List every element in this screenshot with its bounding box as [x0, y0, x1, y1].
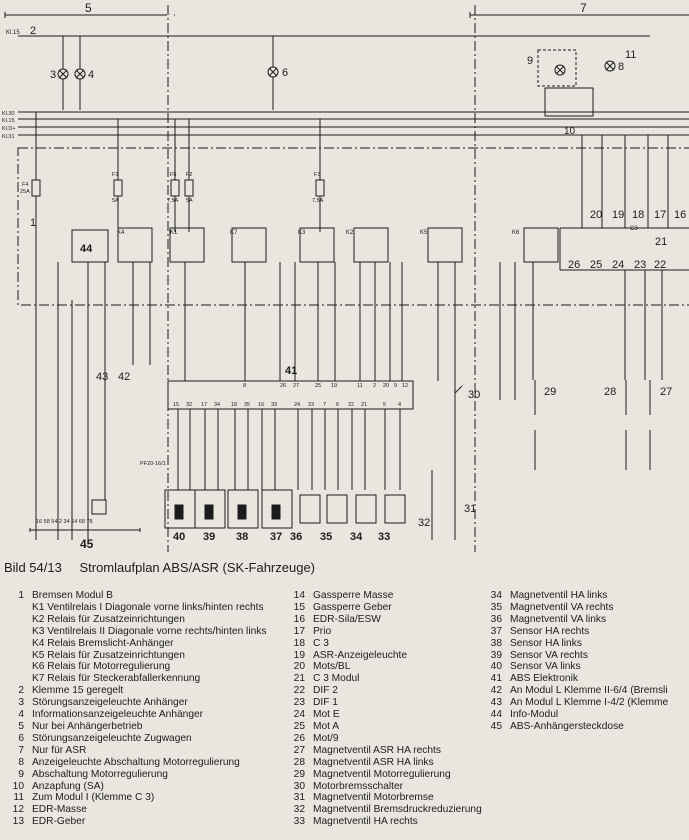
right-module-17: 17	[654, 209, 667, 221]
legend-item: 35 Magnetventil VA rechts	[490, 601, 614, 613]
pin-bot-7: 7	[323, 402, 327, 408]
relay-label-k3: K3	[298, 230, 306, 236]
pin-bot-35: 35	[244, 402, 251, 408]
relay-label-k4: K4	[117, 230, 125, 236]
legend-item: K5 Relais für Zusatzeinrichtungen	[32, 649, 185, 661]
fuse-name-f5: F5	[170, 172, 177, 178]
figure-title: Stromlaufplan ABS/ASR (SK-Fahrzeuge)	[79, 560, 316, 575]
legend-item: 31 Magnetventil Motorbremse	[293, 792, 434, 804]
lamp-label-11: 11	[625, 49, 637, 61]
valve-label-36: 36	[290, 531, 303, 543]
pin-top-25: 25	[315, 383, 322, 389]
legend-item: K1 Ventilrelais I Diagonale vorne links/hinten rechts	[32, 601, 264, 613]
fuse-rating-f3: 7,5A	[312, 198, 324, 204]
legend-item: 10 Anzapfung (SA)	[12, 780, 104, 792]
rail-label-kld: Kl.D+	[2, 126, 16, 132]
lamp-label-6: 6	[282, 67, 289, 79]
pin-bot-16: 16	[258, 402, 265, 408]
plug-pin-numbers: 16 58 54 2 34 64 68 78	[36, 519, 93, 525]
fuse-name-f3: F3	[314, 172, 321, 178]
legend-item: 44 Info-Modul	[490, 709, 559, 721]
legend-item: 18 C 3	[293, 637, 329, 649]
legend-item: 17 Prio	[293, 625, 332, 637]
switch-label-30: 30	[468, 389, 481, 401]
pin-top-8: 8	[243, 383, 247, 389]
fuse-rating-f4: 25A	[20, 189, 30, 195]
pin-bot-18: 18	[231, 402, 238, 408]
figure-id: Bild 54/13	[4, 560, 62, 575]
pin-top-2: 2	[373, 383, 377, 389]
right-module-21: 21	[655, 236, 668, 248]
module-label-1: 1	[30, 217, 37, 229]
legend-item: 11 Zum Modul I (Klemme C 3)	[13, 792, 155, 804]
legend-item: 41 ABS Elektronik	[490, 673, 578, 685]
pin-top-20: 20	[383, 383, 390, 389]
legend-item: 21 C 3 Modul	[293, 673, 360, 685]
legend-column-2	[283, 590, 482, 828]
pin-top-19: 19	[331, 383, 338, 389]
pin-bot-22: 22	[348, 402, 355, 408]
pin-top-11: 11	[357, 383, 363, 389]
legend-item: 24 Mot E	[293, 709, 340, 721]
rail-label-kl31: Kl.31	[2, 134, 15, 140]
connector-41-label: 41	[285, 365, 298, 377]
right-module-24: 24	[612, 259, 625, 271]
sensor-label-37: 37	[270, 531, 283, 543]
valve-label-31: 31	[464, 503, 477, 515]
legend-item: 20 Mots/BL	[293, 661, 351, 673]
legend-item: 1 Bremsen Modul B	[18, 590, 113, 601]
valve-label-33: 33	[378, 531, 391, 543]
valve-label-32: 32	[418, 517, 431, 529]
right-module-25: 25	[590, 259, 603, 271]
plug-label-45: 45	[80, 537, 94, 551]
valve-label-35: 35	[320, 531, 333, 543]
legend-item: 15 Gassperre Geber	[293, 601, 392, 613]
pin-bot-4: 4	[398, 402, 402, 408]
legend-item: 16 EDR-Sila/ESW	[293, 613, 381, 625]
legend-item: 32 Magnetventil Bremsdruckreduzierung	[293, 804, 482, 816]
right-module-c3: C3	[630, 226, 638, 232]
pin-top-9: 9	[394, 383, 398, 389]
legend-item: 25 Mot A	[293, 720, 340, 732]
fuse-name-f2: F2	[186, 172, 193, 178]
rail-label-kl15: Kl.15	[2, 118, 15, 124]
right-module-22: 22	[654, 259, 667, 271]
lamp-label-3: 3	[50, 69, 57, 81]
legend-item: 33 Magnetventil HA rechts	[293, 816, 418, 828]
legend-item: 19 ASR-Anzeigeleuchte	[293, 649, 408, 661]
label-42: 42	[118, 371, 131, 383]
rail-label-kl30: Kl.30	[2, 111, 15, 117]
legend-item: 13 EDR-Geber	[12, 816, 86, 828]
valve-label-29: 29	[544, 386, 557, 398]
legend-item: 5 Nur bei Anhängerbetrieb	[18, 720, 143, 732]
legend-item: 3 Störungsanzeigeleuchte Anhänger	[18, 697, 188, 709]
pf-label: PF20-16/1	[140, 461, 166, 467]
legend-item: 22 DIF 2	[293, 685, 338, 697]
valve-label-34: 34	[350, 531, 363, 543]
legend-item: 23 DIF 1	[293, 697, 338, 709]
legend-item: K6 Relais für Motorregulierung	[32, 661, 171, 673]
legend-item: 9 Abschaltung Motorregulierung	[18, 768, 168, 780]
pin-bot-24: 24	[294, 402, 301, 408]
fuse-name-f4: F4	[22, 182, 29, 188]
section-number-7: 7	[580, 1, 587, 15]
legend-item: 6 Störungsanzeigeleuchte Zugwagen	[18, 732, 192, 744]
legend-item: 26 Mot/9	[293, 732, 339, 744]
pin-bot-17: 17	[201, 402, 208, 408]
pin-bot-15: 15	[173, 402, 180, 408]
legend-item: 43 An Modul L Klemme I-4/2 (Klemme	[490, 697, 669, 709]
legend-item: 12 EDR-Masse	[12, 804, 87, 816]
relay-label-k6: K6	[512, 230, 520, 236]
valve-label-28: 28	[604, 386, 617, 398]
relay-label-k7: K7	[230, 230, 238, 236]
figure-caption	[4, 560, 329, 575]
legend-item: 37 Sensor HA rechts	[490, 625, 590, 637]
legend-item: 39 Sensor VA rechts	[490, 649, 588, 661]
valve-label-27: 27	[660, 386, 673, 398]
pin-bot-32: 32	[186, 402, 193, 408]
pin-bot-34: 34	[214, 402, 221, 408]
pin-top-26: 26	[280, 383, 287, 389]
legend-item: 14 Gassperre Masse	[293, 590, 394, 601]
legend-item: 30 Motorbremsschalter	[293, 780, 404, 792]
relay-label-k5: K5	[420, 230, 428, 236]
pin-bot-5: 5	[383, 402, 387, 408]
relay-label-k2: K2	[346, 230, 354, 236]
legend-item: K4 Relais Bremslicht-Anhänger	[32, 637, 174, 649]
label-43: 43	[96, 371, 109, 383]
lamp-label-8: 8	[618, 61, 625, 73]
pin-top-27: 27	[293, 383, 300, 389]
legend-item: 38 Sensor HA links	[490, 637, 582, 649]
pin-bot-33: 33	[271, 402, 278, 408]
legend-item: 28 Magnetventil ASR HA links	[293, 756, 434, 768]
right-module-20: 20	[590, 209, 603, 221]
klemme-number: 2	[30, 25, 37, 37]
section-number-5: 5	[85, 1, 92, 15]
right-module-18: 18	[632, 209, 645, 221]
legend-item: 27 Magnetventil ASR HA rechts	[293, 744, 441, 756]
fuse-rating-f5: 7,5A	[167, 198, 179, 204]
fuse-rating-f1: 5A	[112, 198, 119, 204]
lamp-label-4: 4	[88, 69, 95, 81]
legend-item: 29 Magnetventil Motorregulierung	[293, 768, 451, 780]
legend-item: 2 Klemme 15 geregelt	[18, 685, 124, 697]
legend-item: 40 Sensor VA links	[490, 661, 581, 673]
legend-item: 42 An Modul L Klemme II-6/4 (Bremsli	[490, 685, 668, 697]
legend-item: 4 Informationsanzeigeleuchte Anhänger	[18, 709, 204, 721]
legend-item: 7 Nur für ASR	[18, 744, 87, 756]
pin-top-12: 12	[402, 383, 409, 389]
legend-item: K7 Relais für Steckerabfallerkennung	[32, 673, 201, 685]
box-label-10: 10	[564, 126, 576, 137]
fuse-name-f1: F1	[112, 172, 119, 178]
pin-bot-6: 6	[336, 402, 340, 408]
legend-item: 8 Anzeigeleuchte Abschaltung Motorregulierung	[18, 756, 240, 768]
legend-item: K3 Ventilrelais II Diagonale vorne rechts/hinten links	[32, 625, 267, 637]
right-module-26: 26	[568, 259, 581, 271]
pin-bot-23: 23	[308, 402, 315, 408]
right-module-23: 23	[634, 259, 647, 271]
legend-column-3	[480, 590, 668, 733]
legend-item: 45 ABS-Anhängersteckdose	[490, 720, 624, 732]
sensor-label-39: 39	[203, 531, 216, 543]
lamp-label-9: 9	[527, 55, 534, 67]
sensor-label-38: 38	[236, 531, 249, 543]
right-module-16: 16	[674, 209, 687, 221]
right-module-19: 19	[612, 209, 625, 221]
relay-label-k1: K1	[170, 230, 178, 236]
info-module-label: 44	[80, 243, 93, 255]
legend-item: K2 Relais für Zusatzeinrichtungen	[32, 613, 185, 625]
klemme-label: Kl.15	[6, 30, 20, 36]
legend-item: 34 Magnetventil HA links	[490, 590, 608, 601]
legend-column-1	[2, 590, 266, 828]
fuse-rating-f2: 5A	[186, 198, 193, 204]
legend-item: 36 Magnetventil VA links	[490, 613, 607, 625]
pin-bot-21: 21	[361, 402, 368, 408]
sensor-label-40: 40	[173, 531, 186, 543]
